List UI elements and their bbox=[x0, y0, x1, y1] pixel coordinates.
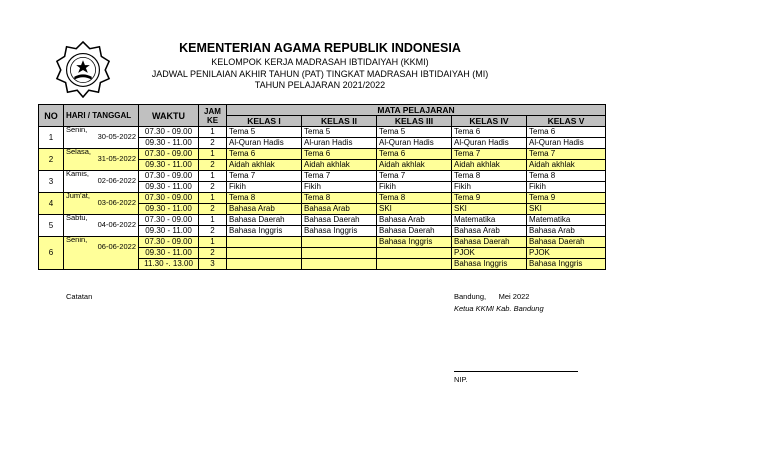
day-name: Selasa, bbox=[66, 148, 92, 156]
subject-cell bbox=[227, 259, 302, 270]
day-date: 31-05-2022 bbox=[97, 154, 136, 163]
day-number: 1 bbox=[39, 127, 64, 149]
title-year: TAHUN PELAJARAN 2021/2022 bbox=[254, 80, 386, 90]
subject-cell: Fikih bbox=[227, 182, 302, 193]
subject-cell: Tema 7 bbox=[527, 149, 606, 160]
signature-nip: NIP. bbox=[454, 375, 468, 384]
header-jam bbox=[199, 105, 227, 127]
header-day bbox=[64, 105, 139, 127]
time-cell: 07.30 - 09.00 bbox=[139, 193, 199, 204]
jam-cell: 2 bbox=[199, 160, 227, 171]
subject-cell: Aidah akhlak bbox=[377, 160, 452, 171]
jam-cell: 2 bbox=[199, 248, 227, 259]
table-row bbox=[39, 237, 606, 248]
schedule-table bbox=[38, 104, 606, 270]
day-date-cell bbox=[64, 193, 139, 215]
day-date-cell bbox=[64, 171, 139, 193]
header-time: WAKTU bbox=[139, 105, 199, 127]
subject-cell: Al-Quran Hadis bbox=[227, 138, 302, 149]
subject-cell: Tema 6 bbox=[377, 149, 452, 160]
subject-cell bbox=[302, 237, 377, 248]
subject-cell: Bahasa Arab bbox=[452, 226, 527, 237]
jam-cell: 2 bbox=[199, 138, 227, 149]
subject-cell: Tema 6 bbox=[227, 149, 302, 160]
subject-cell: Aidah akhlak bbox=[527, 160, 606, 171]
day-date-cell bbox=[64, 149, 139, 171]
subject-cell: Tema 8 bbox=[527, 171, 606, 182]
subject-cell: Bahasa Daerah bbox=[527, 237, 606, 248]
jam-cell: 1 bbox=[199, 193, 227, 204]
signature-role: Ketua KKMI Kab. Bandung bbox=[454, 304, 544, 313]
subject-cell: SKI bbox=[452, 204, 527, 215]
day-number: 6 bbox=[39, 237, 64, 270]
table-row bbox=[39, 127, 606, 138]
table-row bbox=[39, 215, 606, 226]
subject-cell: Tema 8 bbox=[377, 193, 452, 204]
subject-cell: Fikih bbox=[377, 182, 452, 193]
jam-cell: 1 bbox=[199, 149, 227, 160]
day-name: Senin, bbox=[66, 126, 88, 134]
subject-cell: Fikih bbox=[452, 182, 527, 193]
subject-cell: Tema 7 bbox=[302, 171, 377, 182]
time-cell: 07.30 - 09.00 bbox=[139, 237, 199, 248]
subject-cell bbox=[377, 248, 452, 259]
signature-place-date: Bandung, Mei 2022 bbox=[454, 292, 530, 301]
subject-cell: Bahasa Inggris bbox=[452, 259, 527, 270]
header-no: NO bbox=[39, 105, 64, 127]
time-cell: 09.30 - 11.00 bbox=[139, 226, 199, 237]
day-date-cell bbox=[64, 237, 139, 270]
day-number: 5 bbox=[39, 215, 64, 237]
subject-cell: Matematika bbox=[452, 215, 527, 226]
subject-cell: Bahasa Daerah bbox=[452, 237, 527, 248]
subject-cell: Bahasa Inggris bbox=[377, 237, 452, 248]
jam-cell: 2 bbox=[199, 226, 227, 237]
table-row bbox=[39, 171, 606, 182]
subject-cell bbox=[302, 259, 377, 270]
table-row bbox=[39, 193, 606, 204]
header-subjects: MATA PELAJARAN bbox=[227, 105, 606, 116]
subject-cell: Aidah akhlak bbox=[452, 160, 527, 171]
subject-cell: Bahasa Daerah bbox=[377, 226, 452, 237]
subject-cell: Aidah akhlak bbox=[227, 160, 302, 171]
subject-cell: Tema 5 bbox=[302, 127, 377, 138]
time-cell: 09.30 - 11.00 bbox=[139, 160, 199, 171]
day-number: 2 bbox=[39, 149, 64, 171]
subject-cell: Tema 7 bbox=[377, 171, 452, 182]
header-class-3: KELAS III bbox=[377, 116, 452, 127]
day-date: 06-06-2022 bbox=[97, 242, 136, 251]
title-ministry: KEMENTERIAN AGAMA REPUBLIK INDONESIA bbox=[179, 41, 461, 55]
subject-cell: Fikih bbox=[527, 182, 606, 193]
jam-cell: 1 bbox=[199, 215, 227, 226]
day-date-cell bbox=[64, 127, 139, 149]
header-class-2: KELAS II bbox=[302, 116, 377, 127]
title-group: KELOMPOK KERJA MADRASAH IBTIDAIYAH (KKMI) bbox=[211, 57, 429, 67]
subject-cell: Bahasa Inggris bbox=[227, 226, 302, 237]
subject-cell: Tema 8 bbox=[227, 193, 302, 204]
subject-cell: Bahasa Arab bbox=[227, 204, 302, 215]
subject-cell: SKI bbox=[527, 204, 606, 215]
day-name: Jum'at, bbox=[66, 192, 90, 200]
jam-cell: 1 bbox=[199, 127, 227, 138]
subject-cell: Bahasa Daerah bbox=[227, 215, 302, 226]
subject-cell: Bahasa Daerah bbox=[302, 215, 377, 226]
subject-cell: Tema 5 bbox=[227, 127, 302, 138]
day-date: 04-06-2022 bbox=[97, 220, 136, 229]
day-name: Kamis, bbox=[66, 170, 89, 178]
header-class-5: KELAS V bbox=[527, 116, 606, 127]
day-number: 3 bbox=[39, 171, 64, 193]
time-cell: 07.30 - 09.00 bbox=[139, 171, 199, 182]
day-name: Sabtu, bbox=[66, 214, 88, 222]
day-date: 03-06-2022 bbox=[97, 198, 136, 207]
subject-cell: Al-Quran Hadis bbox=[527, 138, 606, 149]
subject-cell: Bahasa Arab bbox=[302, 204, 377, 215]
jam-cell: 2 bbox=[199, 204, 227, 215]
subject-cell: Tema 7 bbox=[452, 149, 527, 160]
subject-cell: Tema 8 bbox=[452, 171, 527, 182]
time-cell: 09.30 - 11.00 bbox=[139, 182, 199, 193]
header-day-label: HARI / TANGGAL bbox=[66, 111, 132, 120]
subject-cell bbox=[227, 248, 302, 259]
kemenag-logo bbox=[54, 40, 112, 98]
header-class-1: KELAS I bbox=[227, 116, 302, 127]
jam-cell: 2 bbox=[199, 182, 227, 193]
subject-cell: PJOK bbox=[452, 248, 527, 259]
subject-cell: Tema 6 bbox=[527, 127, 606, 138]
time-cell: 09.30 - 11.00 bbox=[139, 138, 199, 149]
time-cell: 07.30 - 09.00 bbox=[139, 215, 199, 226]
time-cell: 07.30 - 09.00 bbox=[139, 149, 199, 160]
jam-cell: 3 bbox=[199, 259, 227, 270]
jam-cell: 1 bbox=[199, 237, 227, 248]
subject-cell: Tema 5 bbox=[377, 127, 452, 138]
subject-cell bbox=[227, 237, 302, 248]
subject-cell: Tema 8 bbox=[302, 193, 377, 204]
subject-cell: Fikih bbox=[302, 182, 377, 193]
subject-cell: Tema 7 bbox=[227, 171, 302, 182]
signature-line bbox=[454, 371, 578, 372]
time-cell: 09.30 - 11.00 bbox=[139, 248, 199, 259]
table-row bbox=[39, 149, 606, 160]
subject-cell bbox=[377, 259, 452, 270]
day-name: Senin, bbox=[66, 236, 88, 244]
subject-cell: Al-uran Hadis bbox=[302, 138, 377, 149]
subject-cell: PJOK bbox=[527, 248, 606, 259]
header-jam-label: JAM KE bbox=[204, 106, 221, 125]
subject-cell: SKI bbox=[377, 204, 452, 215]
day-date: 02-06-2022 bbox=[97, 176, 136, 185]
jam-cell: 1 bbox=[199, 171, 227, 182]
time-cell: 11.30 -. 13.00 bbox=[139, 259, 199, 270]
subject-cell: Bahasa Inggris bbox=[527, 259, 606, 270]
day-date-cell bbox=[64, 215, 139, 237]
time-cell: 09.30 - 11.00 bbox=[139, 204, 199, 215]
subject-cell: Al-Quran Hadis bbox=[377, 138, 452, 149]
subject-cell: Matematika bbox=[527, 215, 606, 226]
header-class-4: KELAS IV bbox=[452, 116, 527, 127]
subject-cell: Tema 6 bbox=[302, 149, 377, 160]
note-label: Catatan bbox=[66, 292, 93, 301]
subject-cell: Aidah akhlak bbox=[302, 160, 377, 171]
title-schedule: JADWAL PENILAIAN AKHIR TAHUN (PAT) TINGKAT MADRASAH IBTIDAIYAH (MI) bbox=[151, 69, 489, 79]
subject-cell bbox=[302, 248, 377, 259]
subject-cell: Bahasa Arab bbox=[527, 226, 606, 237]
time-cell: 07.30 - 09.00 bbox=[139, 127, 199, 138]
subject-cell: Tema 9 bbox=[452, 193, 527, 204]
day-number: 4 bbox=[39, 193, 64, 215]
subject-cell: Tema 6 bbox=[452, 127, 527, 138]
subject-cell: Bahasa Inggris bbox=[302, 226, 377, 237]
day-date: 30-05-2022 bbox=[97, 132, 136, 141]
subject-cell: Tema 9 bbox=[527, 193, 606, 204]
subject-cell: Bahasa Arab bbox=[377, 215, 452, 226]
subject-cell: Al-Quran Hadis bbox=[452, 138, 527, 149]
